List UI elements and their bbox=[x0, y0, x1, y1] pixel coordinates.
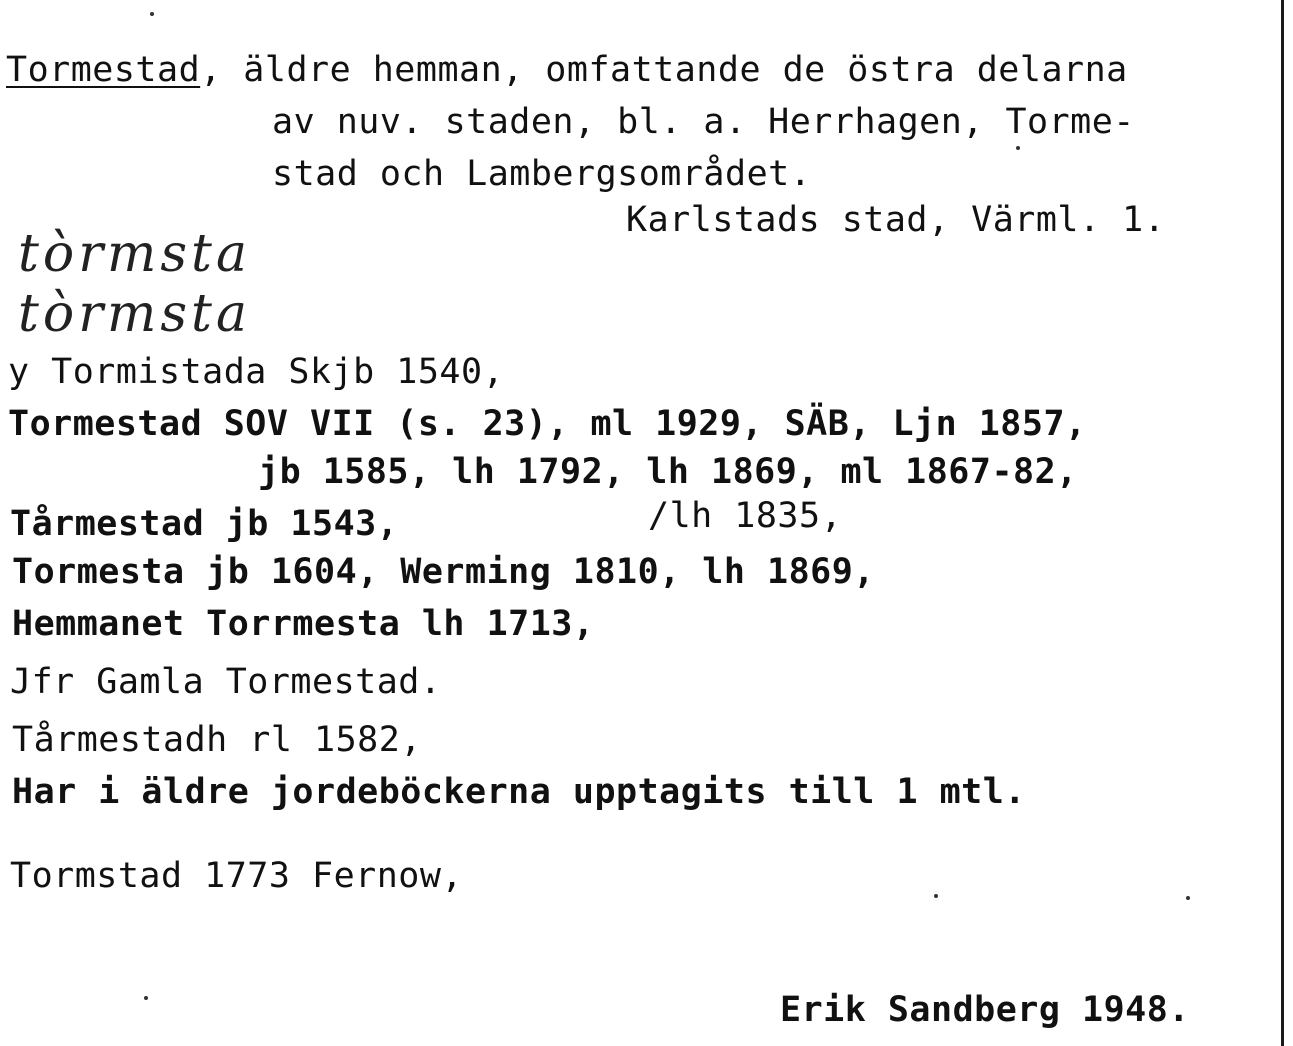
form-line: Tårmestadh rl 1582, bbox=[12, 720, 422, 760]
card-right-edge bbox=[1281, 0, 1284, 1046]
headword: Tormestad bbox=[6, 50, 201, 90]
scan-speck bbox=[1186, 896, 1190, 900]
form-line: Tårmestad jb 1543, bbox=[10, 504, 399, 544]
form-line: /lh 1835, bbox=[648, 496, 843, 536]
scan-speck bbox=[150, 12, 154, 16]
form-line: Hemmanet Torrmesta lh 1713, bbox=[12, 604, 595, 644]
scan-speck bbox=[1016, 146, 1020, 150]
location-line: Karlstads stad, Värml. 1. bbox=[626, 200, 1166, 240]
form-line: Har i äldre jordeböckerna upptagits till 1 mtl. bbox=[12, 772, 1026, 812]
description-line-2: av nuv. staden, bl. a. Herrhagen, Torme- bbox=[272, 102, 1135, 142]
form-line: jb 1585, lh 1792, lh 1869, ml 1867-82, bbox=[258, 452, 1078, 492]
scan-speck bbox=[934, 894, 938, 898]
heading-description: , äldre hemman, omfattande de östra delarna bbox=[200, 50, 1128, 90]
form-line: Tormestad SOV VII (s. 23), ml 1929, SÄB, Ljn 1857, bbox=[8, 404, 1087, 444]
form-line: y Tormistada Skjb 1540, bbox=[8, 352, 505, 392]
form-line: Tormesta jb 1604, Werming 1810, lh 1869, bbox=[12, 552, 875, 592]
scan-speck bbox=[144, 996, 148, 1000]
signature: Erik Sandberg 1948. bbox=[780, 990, 1190, 1030]
description-line-3: stad och Lambergsområdet. bbox=[272, 154, 812, 194]
form-line: Tormstad 1773 Fernow, bbox=[10, 856, 464, 896]
handwritten-pronunciation-2: tòrmsta bbox=[18, 284, 251, 344]
handwritten-pronunciation-1: tò̀rmsta bbox=[18, 224, 251, 284]
form-line: Jfr Gamla Tormestad. bbox=[10, 662, 442, 702]
entry-heading-line bbox=[6, 50, 1128, 90]
